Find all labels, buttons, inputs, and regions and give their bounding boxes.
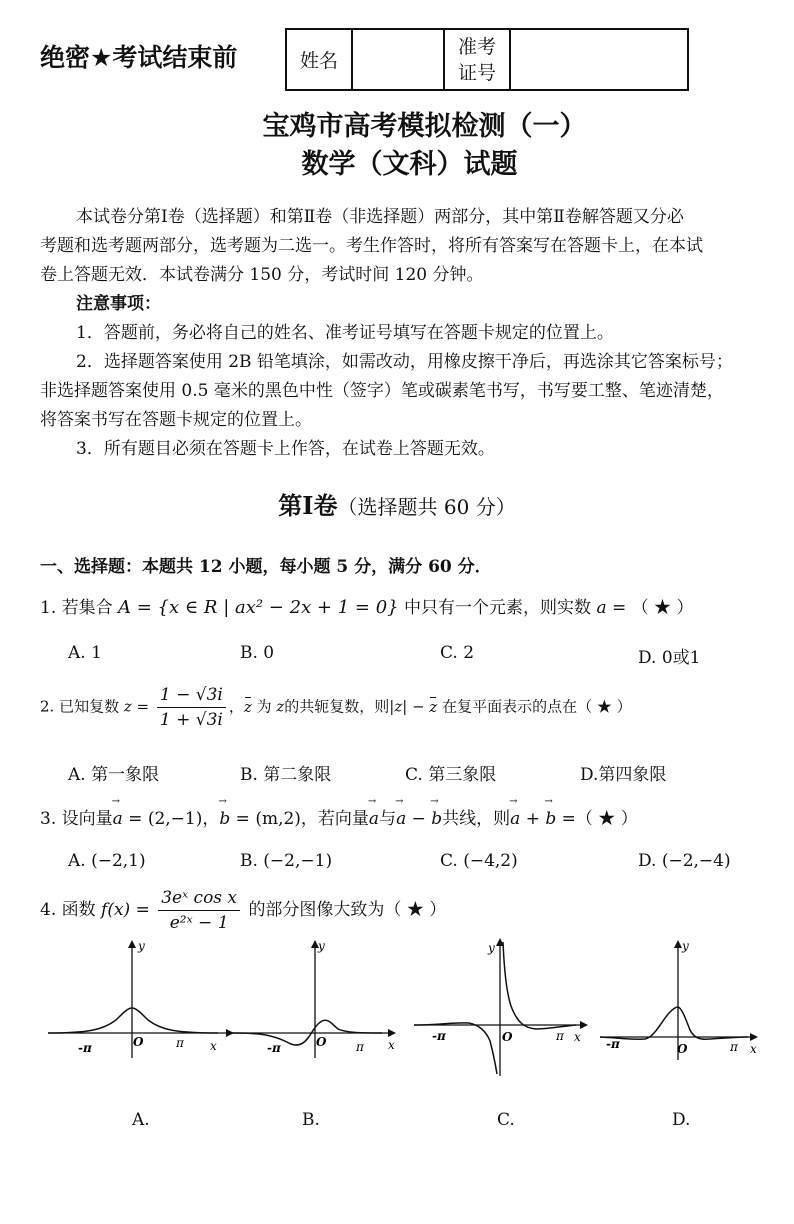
y-label: y (488, 941, 495, 955)
notice-item-2: 2．选择题答案使用 2B 铅笔填涂，如需改动，用橡皮擦干净后，再选涂其它答案标号； (76, 352, 733, 372)
curve-right (503, 942, 576, 1029)
exam-title: 宝鸡市高考模拟检测（一） (262, 111, 587, 142)
candidate-info-box (285, 28, 689, 91)
q2-fraction: $\frac{1 - √3i}{1 + √3i}$ (157, 683, 226, 732)
notice-item-1: 1．答题前，务必将自己的姓名、准考证号填写在答题卡规定的位置上。 (76, 323, 614, 343)
q3-option-d[interactable]: D. (−2,−4) (638, 851, 731, 871)
origin-label: O (502, 1030, 513, 1044)
confidential-label: 绝密★考试结束前 (40, 43, 238, 72)
graph-caption-a: A. (132, 1110, 150, 1130)
question-1: 1. 若集合 A = {x ∈ R | ax² − 2x + 1 = 0} 中只有一个元素，则实数 a = （ ★ ） (40, 597, 694, 618)
x-label: x (750, 1042, 757, 1056)
y-label: y (682, 939, 689, 953)
q1-option-b[interactable]: B. 0 (240, 643, 275, 663)
question-2: 2. 已知复数 z = $\frac{1 - √3i}{1 + √3i}$ ，z 为 z的共轭复数，则|z| − z 在复平面表示的点在（ ★ ） (40, 685, 632, 730)
graph-option-d[interactable] (600, 940, 770, 1060)
graph-option-b[interactable] (232, 940, 407, 1060)
x-axis-arrow (580, 1021, 588, 1029)
y-axis-arrow (128, 940, 136, 948)
neg-pi-label: -π (606, 1037, 620, 1051)
exam-subtitle: 数学（文科）试题 (301, 149, 518, 180)
question-3: 3. 设向量→ a = (2,−1)，→ b = (m,2)，若向量→ a与→ a − → b共线，则→ a + → b =（ ★ ） (40, 804, 638, 829)
name-label: 姓名 (286, 29, 352, 90)
x-label: x (210, 1039, 217, 1053)
q1-option-d[interactable]: D. 0或1 (638, 648, 701, 668)
curve (600, 1007, 748, 1039)
curve-left (414, 1023, 497, 1074)
y-axis-arrow (674, 940, 682, 948)
x-label: x (574, 1030, 581, 1044)
origin-label: O (677, 1042, 688, 1056)
graph-option-a[interactable] (48, 940, 228, 1060)
q4-fraction: $\frac{\text{3eˣ cos x}}{\text{e²ˣ − 1}}$ (158, 886, 240, 935)
question-4: 4. 函数 f(x) = $\frac{\text{3eˣ cos x}}{\text{e²ˣ − 1}}$ 的部分图像大致为（ ★ ） (40, 888, 447, 933)
instructions-paragraph: 本试卷分第Ⅰ卷（选择题）和第Ⅱ卷（非选择题）两部分，其中第Ⅱ卷解答题又分必 考题和选考题两部分，选考题为二选一。考生作答时，将所有答案写在答题卡上，在本试 卷上答题无效．本试卷满分 150 分，考试时间 120 分钟。 注意事项： 1．答题前，务必将自己的姓名、准考证号填写在答题卡规定的位置上。 2．选择题答案使用 2B 铅笔填涂，如需改动，用橡皮擦干净后，再选涂其它答案标号； 非选择题答案使用 0.5 毫米的黑色中性（签字）笔或碳素笔书写，书写要工整、笔迹清楚， 将答案书写在答题卡规定的位置上。 3．所有题目必须在答题卡上作答，在试卷上答题无效。 (40, 203, 770, 464)
q1-option-c[interactable]: C. 2 (440, 643, 475, 663)
origin-label: O (316, 1035, 327, 1049)
neg-pi-label: -π (432, 1029, 446, 1043)
q3-option-b[interactable]: B. (−2,−1) (240, 851, 333, 871)
x-label: x (388, 1038, 395, 1052)
pi-label: π (176, 1036, 184, 1050)
q1-option-a[interactable]: A. 1 (68, 643, 102, 663)
graph-caption-b: B. (302, 1110, 320, 1130)
q3-option-a[interactable]: A. (−2,1) (68, 851, 146, 871)
curve (48, 1008, 218, 1033)
q2-option-a[interactable]: A. 第一象限 (68, 765, 160, 785)
graph-caption-c: C. (497, 1110, 515, 1130)
pi-label: π (730, 1040, 738, 1054)
name-field[interactable] (352, 29, 444, 90)
q3-option-c[interactable]: C. (−4,2) (440, 851, 518, 871)
ticket-number-field[interactable] (510, 29, 688, 90)
graph-option-c[interactable] (414, 936, 594, 1076)
notice-title: 注意事项： (76, 294, 161, 314)
x-axis-arrow (750, 1033, 758, 1041)
part-heading: 一、选择题：本题共 12 小题，每小题 5 分，满分 60 分． (40, 557, 492, 577)
notice-item-3: 3．所有题目必须在答题卡上作答，在试卷上答题无效。 (76, 439, 495, 459)
q2-option-d[interactable]: D.第四象限 (580, 765, 667, 785)
section-title: 第Ⅰ卷（选择题共 60 分） (278, 491, 516, 520)
pi-label: π (356, 1040, 364, 1054)
y-label: y (138, 939, 145, 953)
graph-caption-d: D. (672, 1110, 691, 1130)
ticket-number-label: 准考 证号 (444, 29, 510, 90)
q2-option-c[interactable]: C. 第三象限 (405, 765, 497, 785)
x-axis-arrow (388, 1029, 396, 1037)
neg-pi-label: -π (267, 1041, 281, 1055)
origin-label: O (133, 1035, 144, 1049)
pi-label: π (556, 1029, 564, 1043)
neg-pi-label: -π (78, 1041, 92, 1055)
q2-option-b[interactable]: B. 第二象限 (240, 765, 332, 785)
y-label: y (318, 939, 325, 953)
